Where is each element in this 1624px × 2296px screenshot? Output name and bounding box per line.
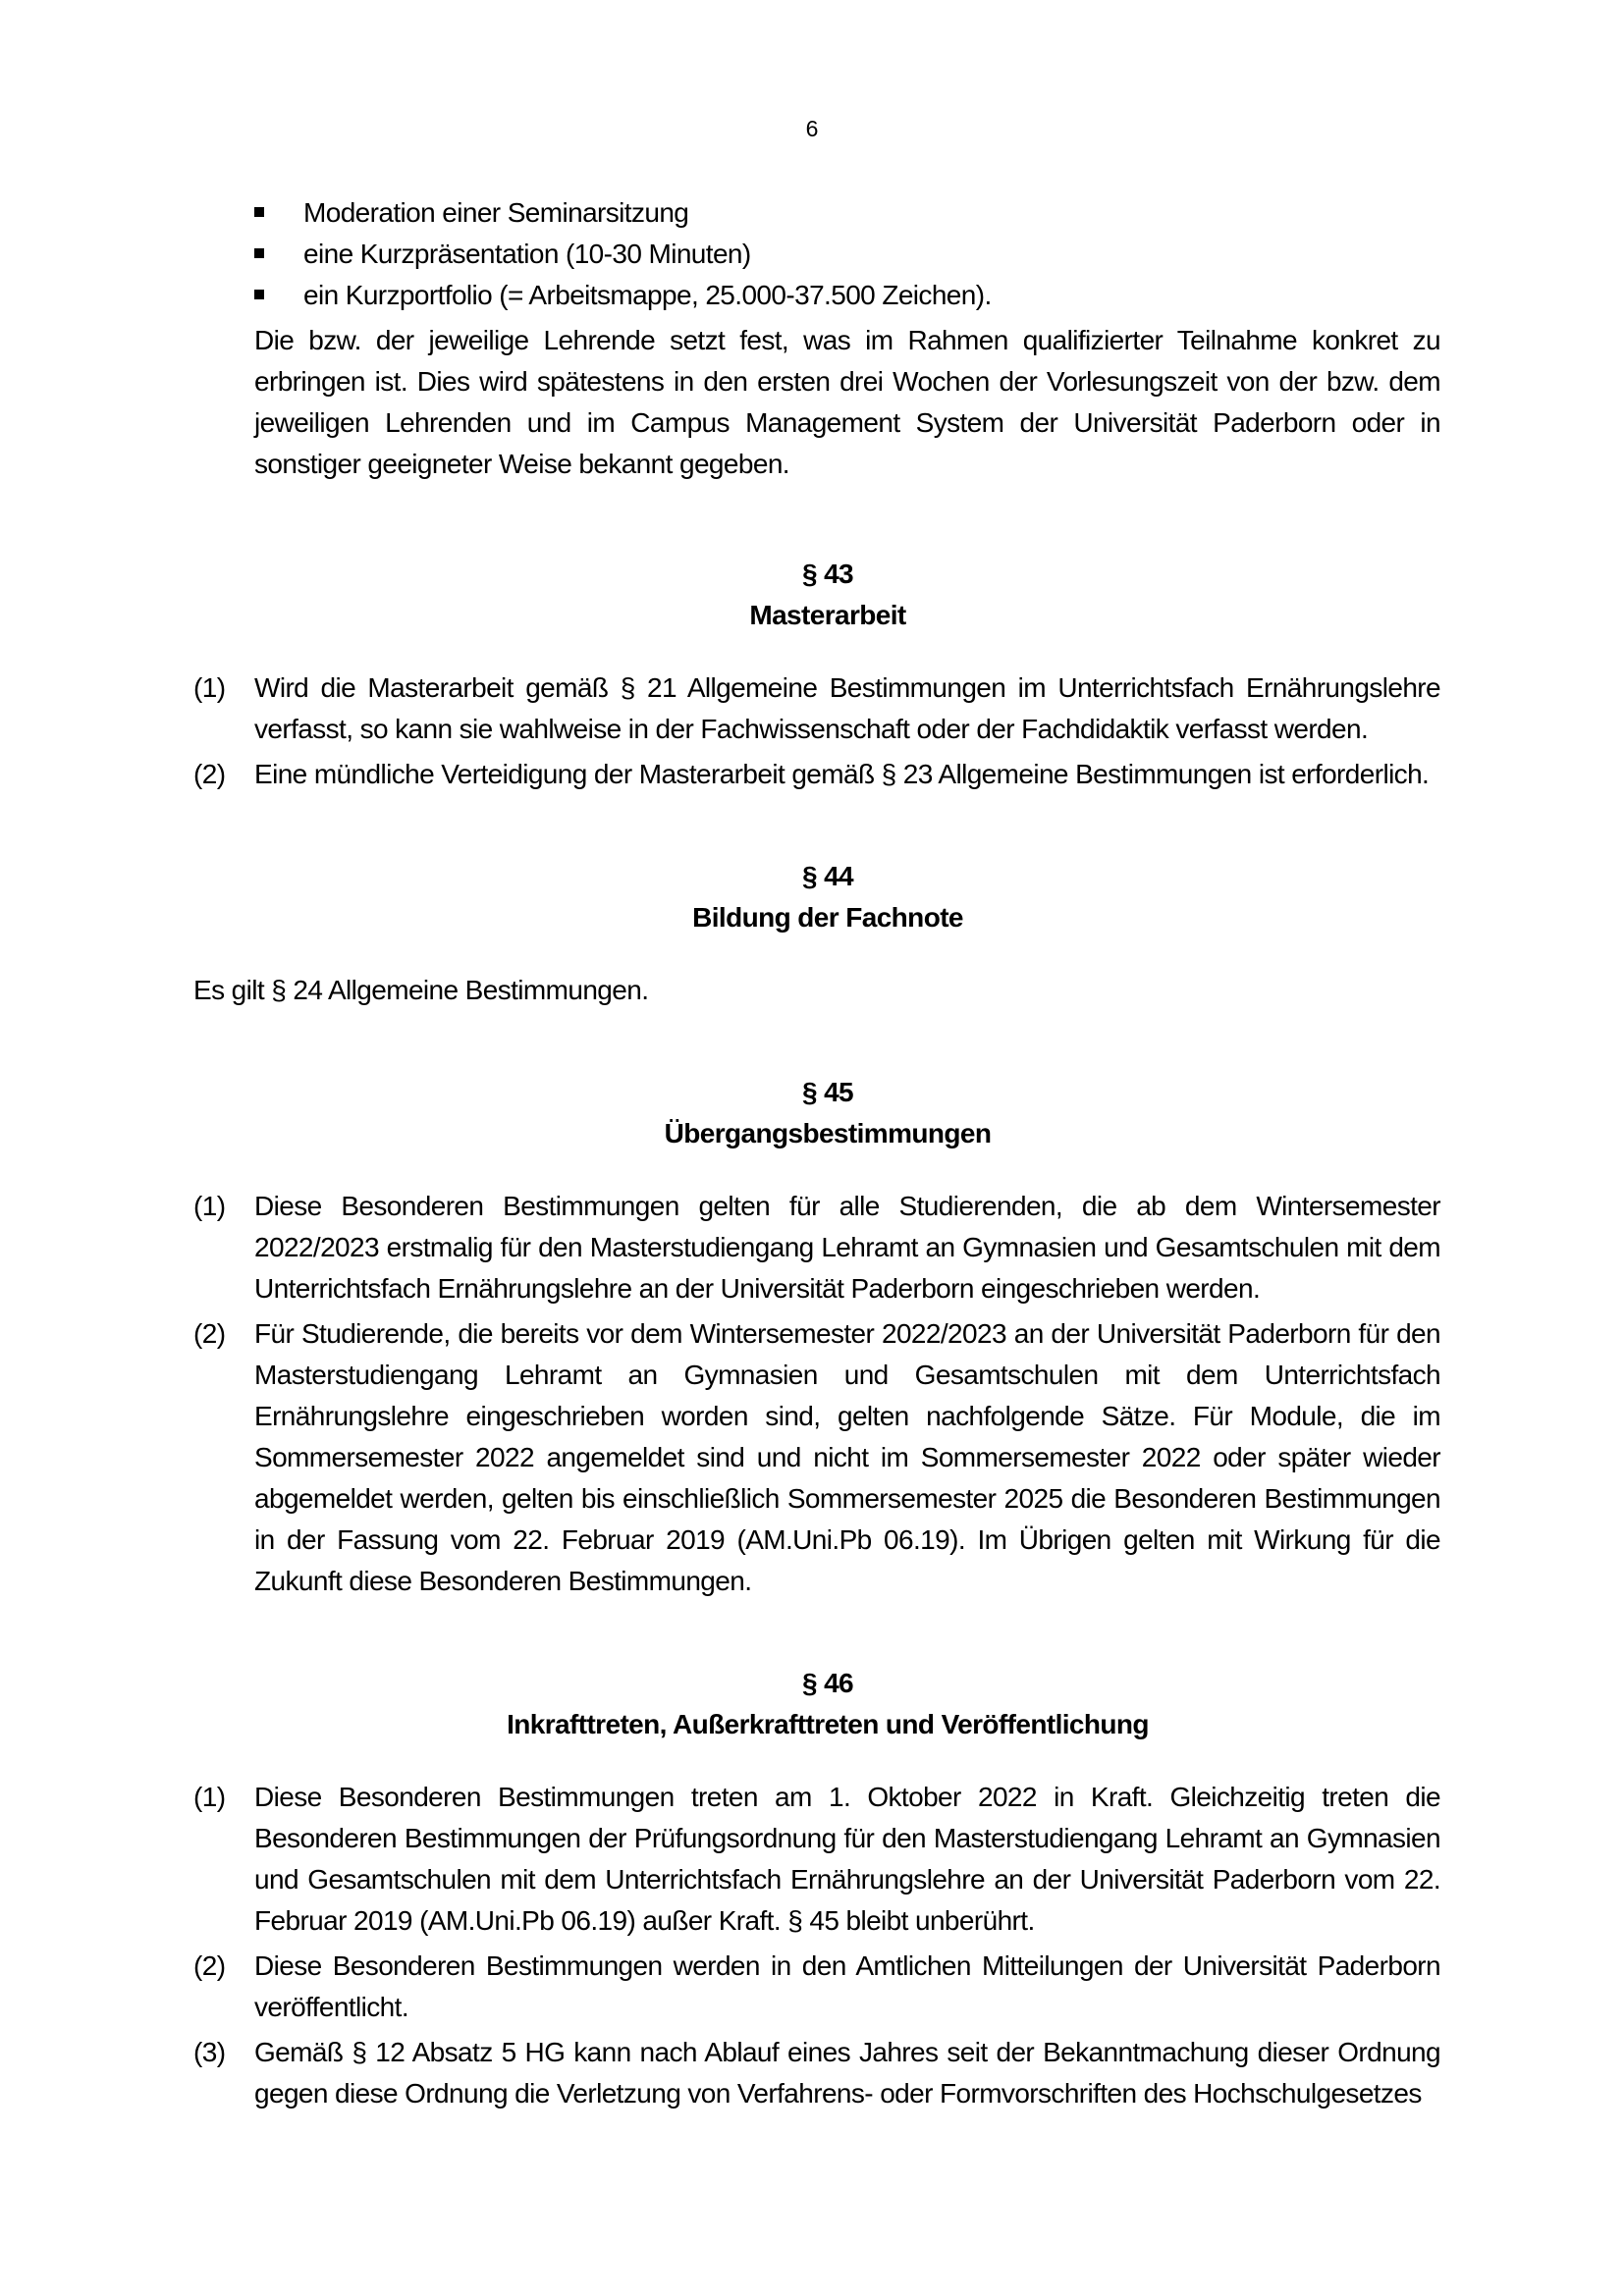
list-item: (2) Diese Besonderen Bestimmungen werden in den Amtlichen Mitteilungen der Universität Paderborn veröffentlicht. xyxy=(193,1946,1440,2028)
list-item: (1) Wird die Masterarbeit gemäß § 21 Allgemeine Bestimmungen im Unterrichtsfach Ernährungslehre verfasst, so kann sie wahlweise in der Fachwissenschaft oder der Fachdidaktik verfasst werden. xyxy=(193,667,1440,750)
square-bullet-icon xyxy=(254,207,264,217)
section-44-text: Es gilt § 24 Allgemeine Bestimmungen. xyxy=(193,975,649,1005)
item-number: (2) xyxy=(193,1318,226,1349)
section-46-number: § 46 xyxy=(801,1668,854,1698)
list-item: (3) Gemäß § 12 Absatz 5 HG kann nach Ablauf eines Jahres seit der Bekanntmachung dieser Ordnung gegen diese Ordnung die Verletzung von Verfahrens- oder Formvorschriften des Hochschulgesetzes xyxy=(193,2032,1440,2114)
section-45-title: Übergangsbestimmungen xyxy=(664,1118,992,1148)
section-43-title: Masterarbeit xyxy=(749,600,906,630)
item-number: (1) xyxy=(193,672,226,703)
square-bullet-icon xyxy=(254,290,264,299)
section-46-items xyxy=(193,1777,1440,2114)
section-46-title: Inkrafttreten, Außerkrafttreten und Veröffentlichung xyxy=(507,1709,1149,1739)
list-item: ein Kurzportfolio (= Arbeitsmappe, 25.000-37.500 Zeichen). xyxy=(193,275,1440,316)
section-43-number: § 43 xyxy=(801,559,854,589)
section-45-items xyxy=(193,1186,1440,1602)
section-43-items xyxy=(193,667,1440,795)
page-number: 6 xyxy=(805,116,819,141)
item-number: (2) xyxy=(193,759,226,789)
list-item: (1) Diese Besonderen Bestimmungen gelten für alle Studierenden, die ab dem Wintersemester 2022/2023 erstmalig für den Masterstudiengang Lehramt an Gymnasien und Gesamtschulen mit dem Unterrichtsfach Ernährungslehre an der Universität Paderborn eingeschrieben werden. xyxy=(193,1186,1440,1309)
list-item: Moderation einer Seminarsitzung xyxy=(193,192,1440,234)
item-number: (2) xyxy=(193,1950,226,1981)
item-number: (1) xyxy=(193,1782,226,1812)
document-body xyxy=(193,192,1440,2118)
qualification-bullet-list xyxy=(193,192,1440,316)
square-bullet-icon xyxy=(254,248,264,258)
section-44-number: § 44 xyxy=(801,861,854,891)
list-item: (2) Eine mündliche Verteidigung der Masterarbeit gemäß § 23 Allgemeine Bestimmungen ist erforderlich. xyxy=(193,754,1440,795)
list-item: (1) Diese Besonderen Bestimmungen treten am 1. Oktober 2022 in Kraft. Gleichzeitig treten die Besonderen Bestimmungen der Prüfungsordnung für den Masterstudiengang Lehramt an Gymnasien und Gesamtschulen mit dem Unterrichtsfach Ernährungslehre an der Universität Paderborn vom 22. Februar 2019 (AM.Uni.Pb 06.19) außer Kraft. § 45 bleibt unberührt. xyxy=(193,1777,1440,1942)
item-number: (3) xyxy=(193,2037,226,2067)
intro-paragraph: Die bzw. der jeweilige Lehrende setzt fest, was im Rahmen qualifizierter Teilnahme konkret zu erbringen ist. Dies wird spätestens in den ersten drei Wochen der Vorlesungszeit von der bzw. dem jeweiligen Lehrenden und im Campus Management System der Universität Paderborn oder in sonstiger geeigneter Weise bekannt gegeben. xyxy=(254,325,1440,479)
item-number: (1) xyxy=(193,1191,226,1221)
list-item: eine Kurzpräsentation (10-30 Minuten) xyxy=(193,234,1440,275)
list-item: (2) Für Studierende, die bereits vor dem Wintersemester 2022/2023 an der Universität Paderborn für den Masterstudiengang Lehramt an Gymnasien und Gesamtschulen mit dem Unterrichtsfach Ernährungslehre eingeschrieben worden sind, gelten nachfolgende Sätze. Für Module, die im Sommersemester 2022 angemeldet sind und nicht im Sommersemester 2022 oder später wieder abgemeldet werden, gelten bis einschließlich Sommersemester 2025 die Besonderen Bestimmungen in der Fassung vom 22. Februar 2019 (AM.Uni.Pb 06.19). Im Übrigen gelten mit Wirkung für die Zukunft diese Besonderen Bestimmungen. xyxy=(193,1313,1440,1602)
section-44-title: Bildung der Fachnote xyxy=(692,902,963,933)
section-45-number: § 45 xyxy=(801,1077,854,1107)
